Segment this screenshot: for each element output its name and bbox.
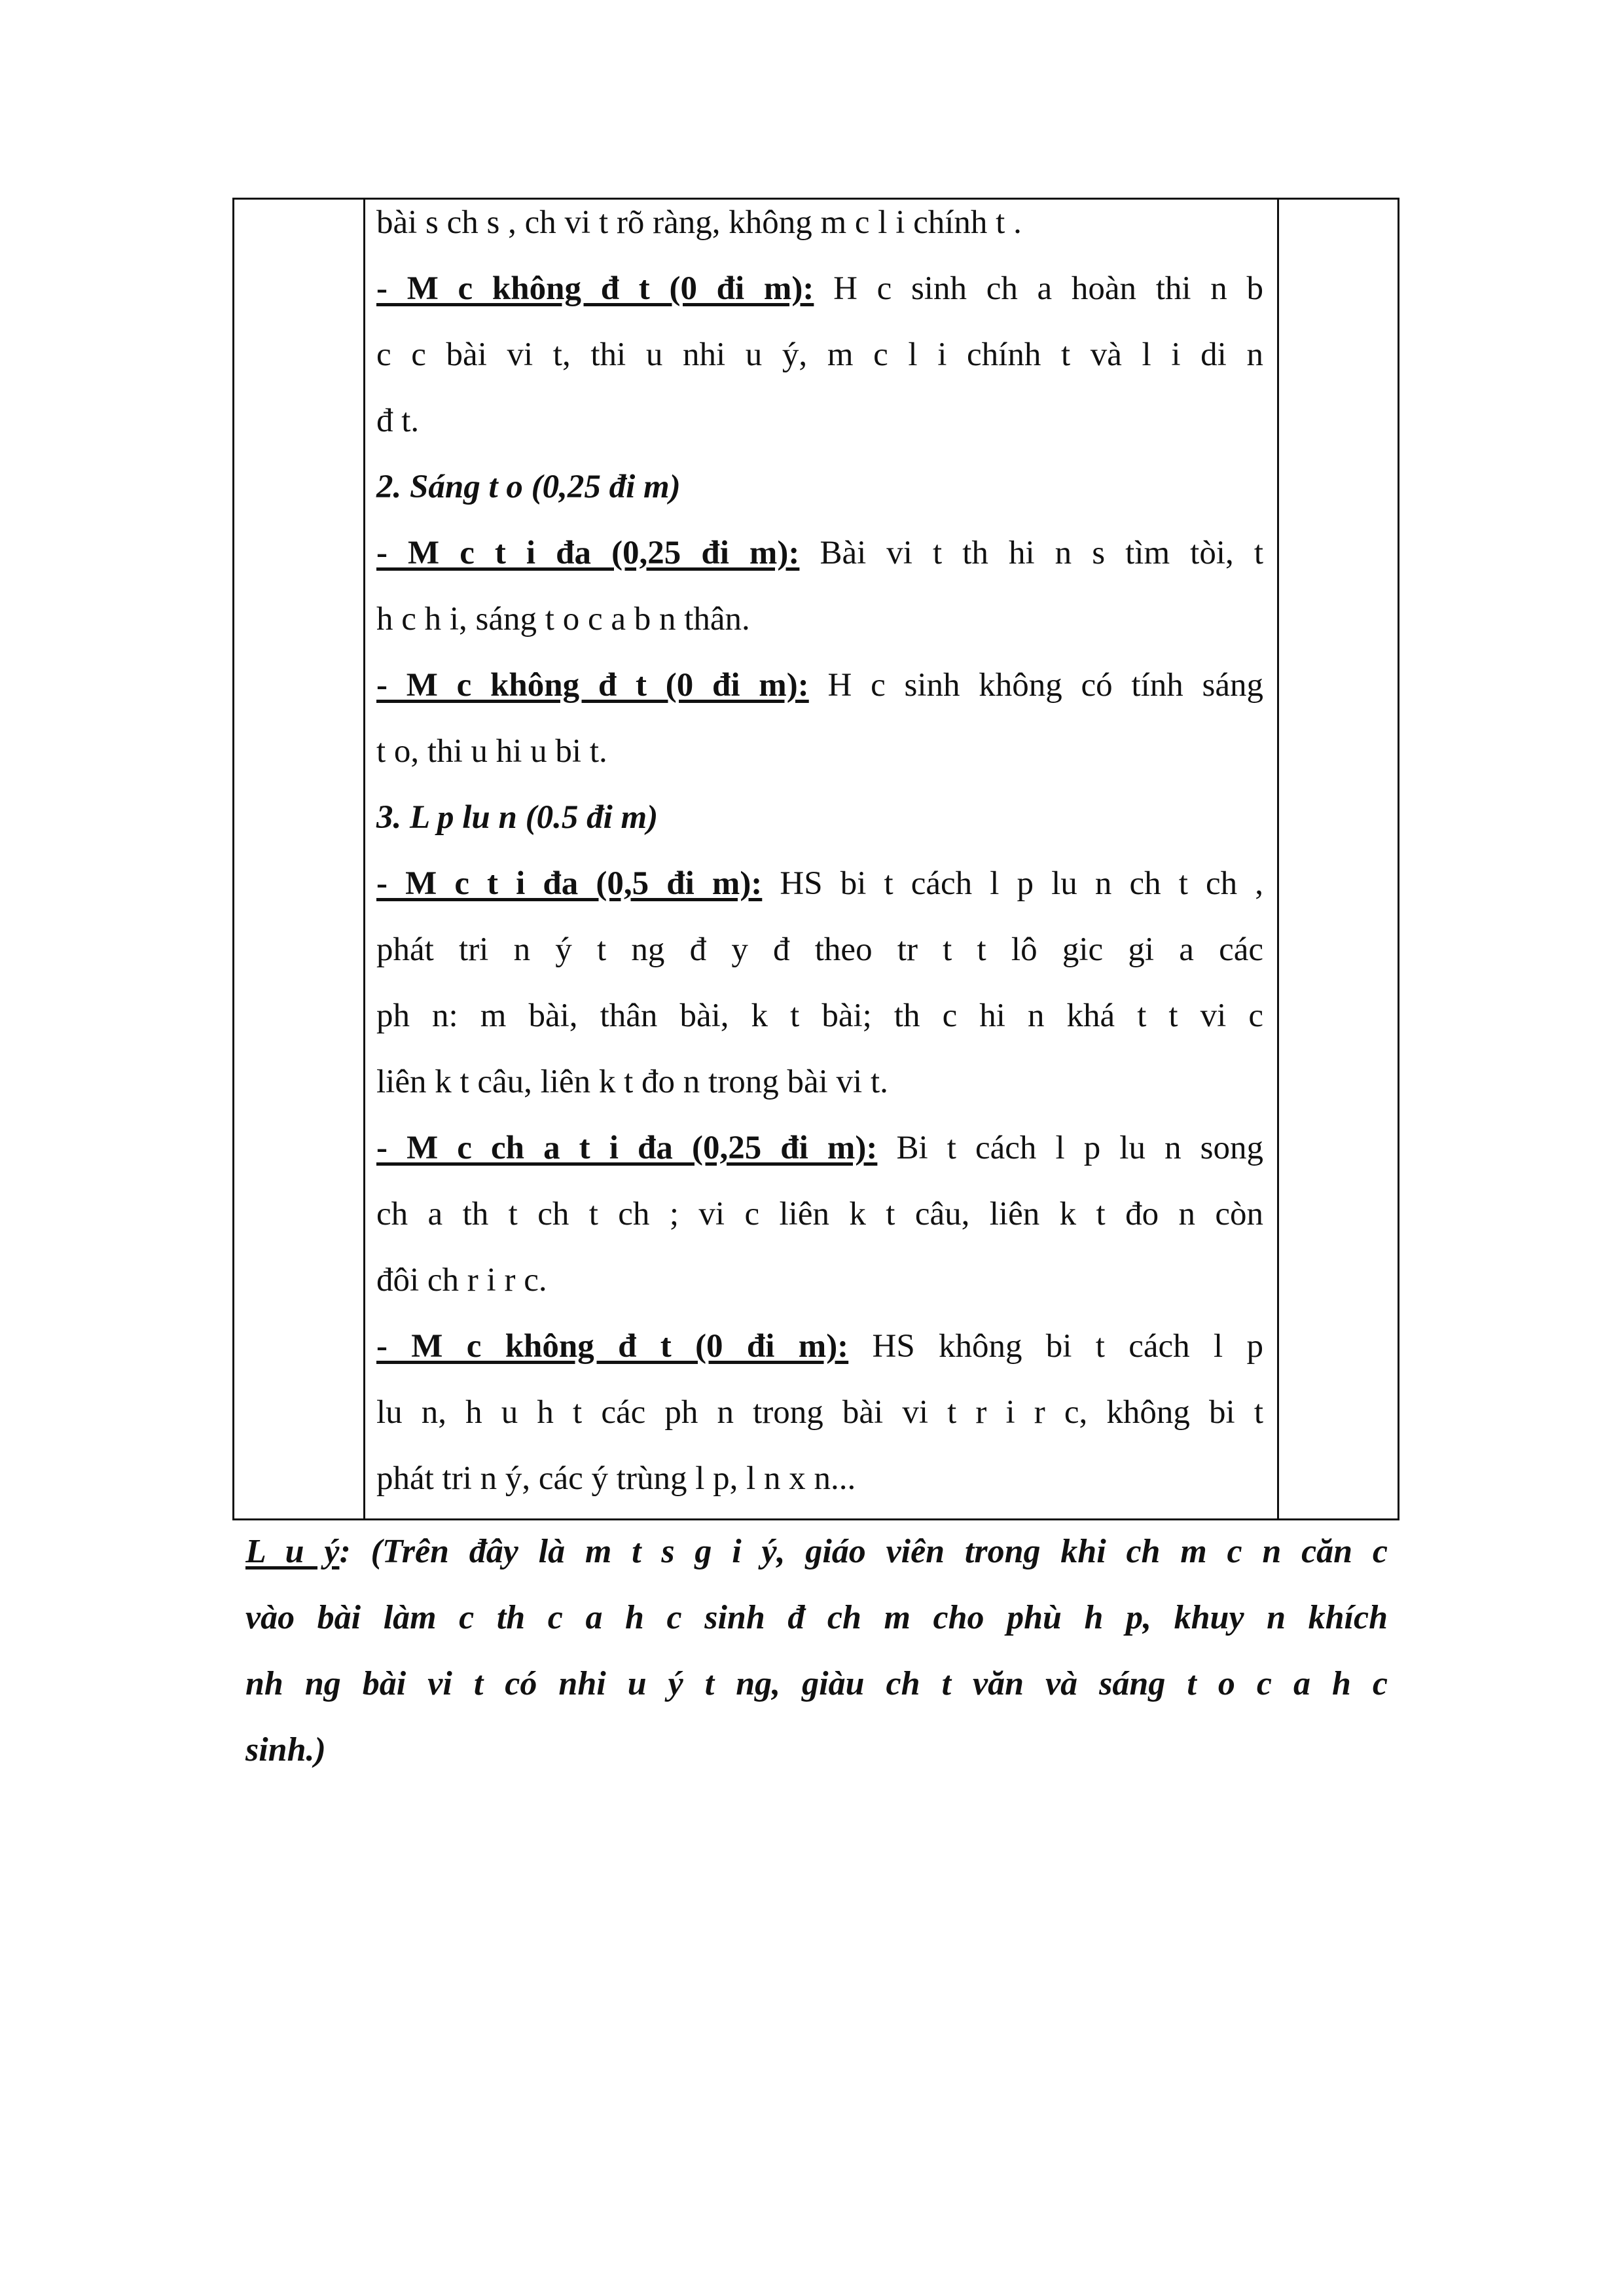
rubric-line: phát tri n ý, các ý trùng l p, l n x n...	[376, 1460, 856, 1497]
rubric-criterion-line	[376, 851, 1263, 917]
criterion-label: - M c t i đa (0,5 đi m):	[376, 865, 763, 902]
criterion-label: - M c không đ t (0 đi m):	[376, 667, 809, 704]
table-column-divider-right	[1277, 200, 1279, 1518]
criterion-text: HS bi t cách l p lu n ch t ch ,	[762, 865, 1263, 902]
rubric-line: lu n, h u h t các ph n trong bài vi t r i r c, không bi t	[376, 1394, 1263, 1431]
rubric-cell-content	[376, 190, 1263, 1512]
rubric-criterion-line	[376, 653, 1263, 719]
rubric-line: đ t.	[376, 403, 420, 439]
criterion-text: Bài vi t th hi n s tìm tòi, t	[799, 535, 1263, 571]
section-heading-creativity: 2. Sáng t o (0,25 đi m)	[376, 469, 681, 505]
rubric-line: t o, thi u hi u bi t.	[376, 733, 607, 770]
rubric-line: phát tri n ý t ng đ y đ theo tr t t lô gic gi a các	[376, 931, 1263, 968]
rubric-line: ch a th t ch t ch ; vi c liên k t câu, liên k t đo n còn	[376, 1196, 1263, 1232]
footnote-label: L u ý	[245, 1533, 340, 1570]
criterion-label: - M c t i đa (0,25 đi m):	[376, 535, 800, 571]
criterion-text: Bi t cách l p lu n song	[877, 1130, 1263, 1166]
rubric-line: đôi ch r i r c.	[376, 1262, 547, 1299]
criterion-label: - M c không đ t (0 đi m):	[376, 1328, 849, 1365]
rubric-line: c c bài vi t, thi u nhi u ý, m c l i chính t và l i di n	[376, 336, 1263, 373]
criterion-text: H c sinh ch a hoàn thi n b	[814, 270, 1263, 307]
rubric-line: liên k t câu, liên k t đo n trong bài vi t.	[376, 1064, 888, 1100]
footnote-line: nh ng bài vi t có nhi u ý t ng, giàu ch t văn và sáng t o c a h c	[245, 1665, 1388, 1702]
rubric-criterion-line	[376, 1314, 1263, 1380]
footnote-line: vào bài làm c th c a h c sinh đ ch m cho phù h p, khuy n khích	[245, 1599, 1388, 1636]
footnote	[245, 1518, 1388, 1783]
section-heading-argument: 3. L p lu n (0.5 đi m)	[376, 799, 659, 836]
footnote-line	[245, 1518, 1388, 1585]
footnote-line: sinh.)	[245, 1731, 326, 1768]
criterion-text: H c sinh không có tính sáng	[808, 667, 1263, 704]
rubric-line: bài s ch s , ch vi t rõ ràng, không m c l i chính t .	[376, 204, 1022, 241]
rubric-line: h c h i, sáng t o c a b n thân.	[376, 601, 750, 637]
table-column-divider-left	[363, 200, 365, 1518]
rubric-criterion-line	[376, 520, 1263, 586]
rubric-criterion-line	[376, 1115, 1263, 1181]
rubric-criterion-line	[376, 256, 1263, 322]
criterion-text: HS không bi t cách l p	[848, 1328, 1263, 1365]
criterion-label: - M c không đ t (0 đi m):	[376, 270, 814, 307]
criterion-label: - M c ch a t i đa (0,25 đi m):	[376, 1130, 878, 1166]
rubric-line: ph n: m bài, thân bài, k t bài; th c hi n khá t t vi c	[376, 997, 1263, 1034]
footnote-text: : (Trên đây là m t s g i ý, giáo viên trong khi ch m c n căn c	[339, 1533, 1388, 1570]
